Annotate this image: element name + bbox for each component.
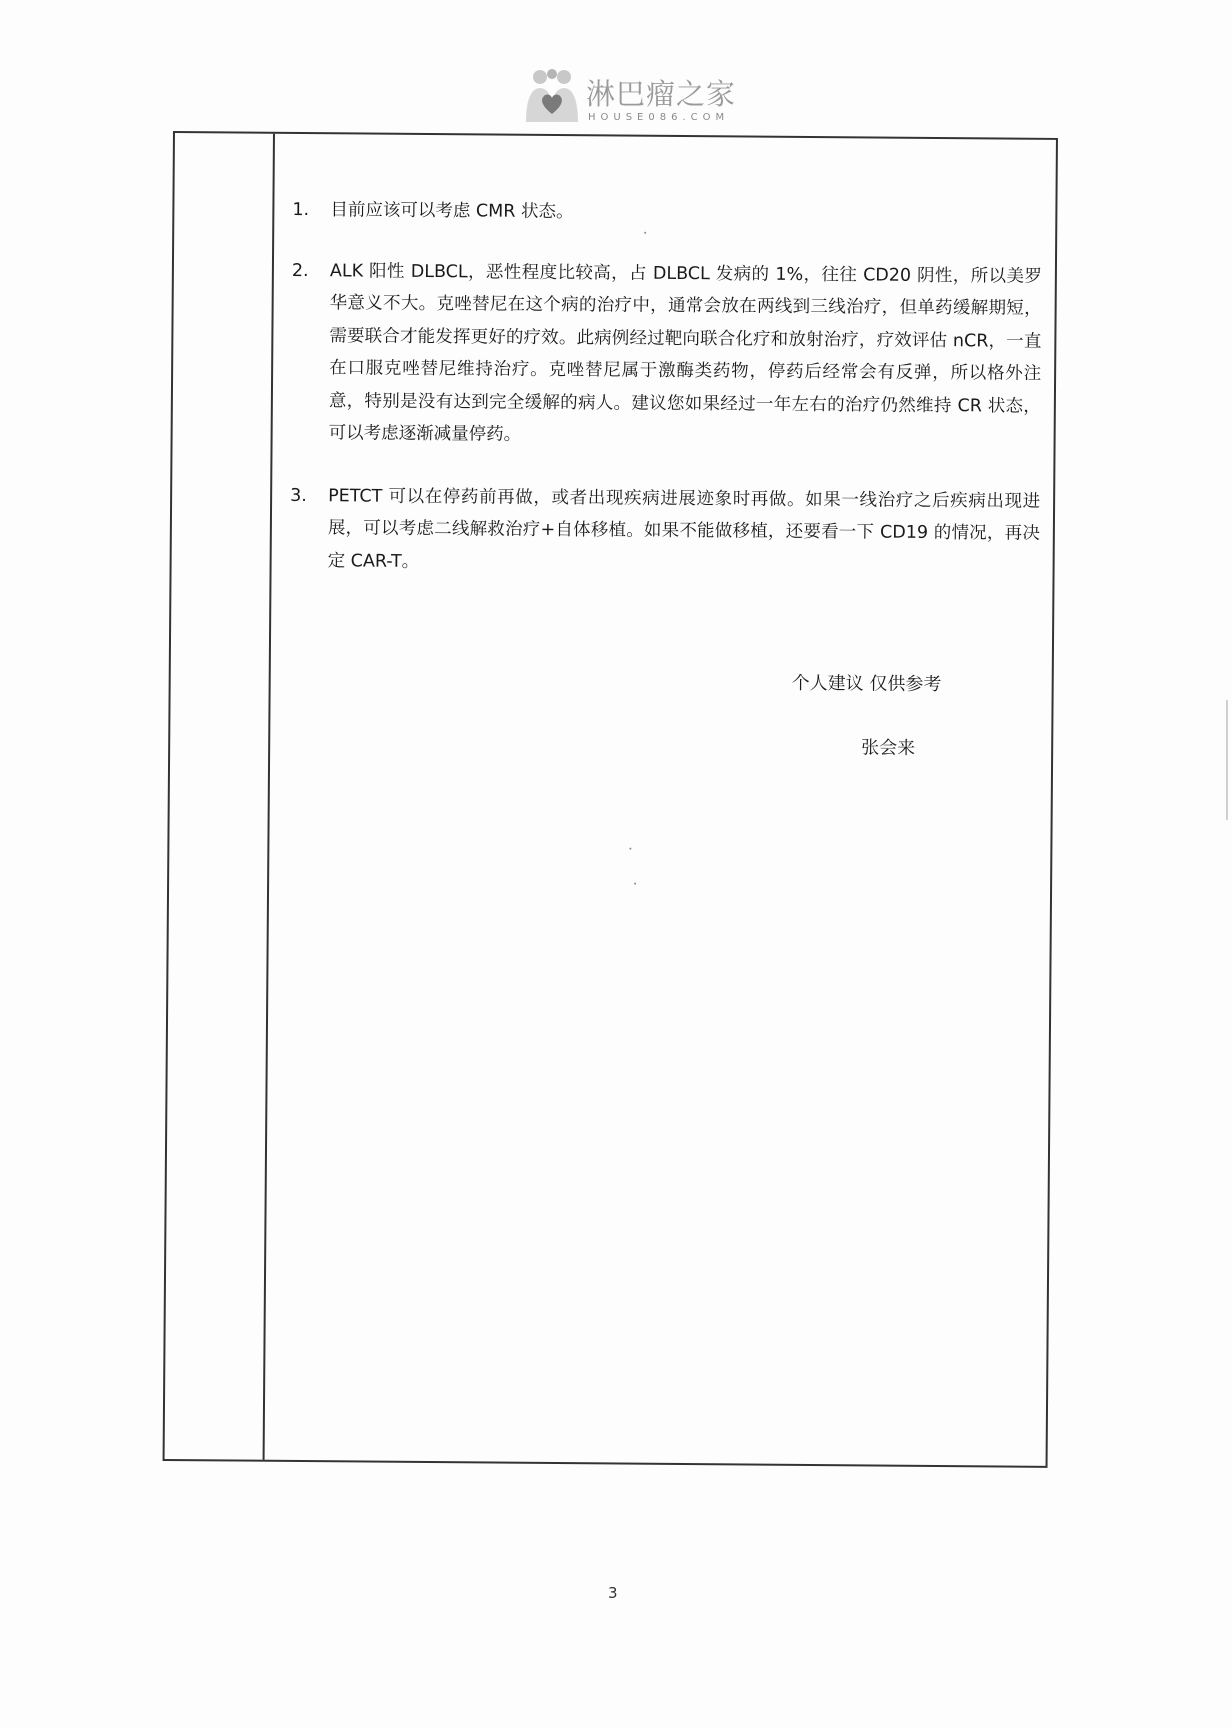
list-item (291, 254, 1043, 455)
list-item-text: 目前应该可以考虑 CMR 状态。 (330, 200, 574, 223)
list-item-number: 2. (291, 260, 309, 281)
signer-name: 张会来 (861, 737, 916, 759)
list-item (290, 479, 1041, 582)
form-table (163, 131, 1058, 1468)
logo-subtitle: HOUSE086.COM (588, 112, 730, 123)
people-heart-logo-icon (520, 68, 584, 126)
page-number: 3 (608, 1584, 618, 1602)
disclaimer-note: 个人建议 仅供参考 (791, 672, 942, 696)
list-item-text: ALK 阳性 DLBCL，恶性程度比较高，占 DLBCL 发病的 1%，往往 CD20 阴性，所以美罗华意义不大。克唑替尼在这个病的治疗中，通常会放在两线到三线治疗，但单药缓解期短，需要联合才能发挥更好的疗效。此病例经过靶向联合化疗和放射治疗，疗效评估 nCR，一直在口服克唑替尼维持治疗。克唑替尼属于激酶类药物，停药后经常会有反弹，所以格外注意，特别是没有达到完全缓解的病人。建议您如果经过一年左右的治疗仍然维持 CR 状态，可以考虑逐渐减量停药。 (328, 260, 1042, 445)
list-item-number: 1. (292, 199, 310, 221)
list-item-text: PETCT 可以在停药前再做，或者出现疾病进展迹象时再做。如果一线治疗之后疾病出现进展，可以考虑二线解救治疗+自体移植。如果不能做移植，还要看一下 CD19 的情况，再决定 CAR-T。 (327, 485, 1041, 572)
scan-speck (634, 883, 636, 885)
list-item-number: 3. (290, 485, 307, 506)
scan-edge-mark (1226, 700, 1228, 820)
header-logo (520, 66, 740, 128)
scan-speck (644, 232, 646, 234)
opinion-content (289, 194, 1042, 613)
form-column-divider (263, 134, 275, 1460)
scan-speck (629, 848, 631, 850)
list-item (292, 194, 1042, 232)
logo-title: 淋巴瘤之家 (586, 77, 737, 111)
